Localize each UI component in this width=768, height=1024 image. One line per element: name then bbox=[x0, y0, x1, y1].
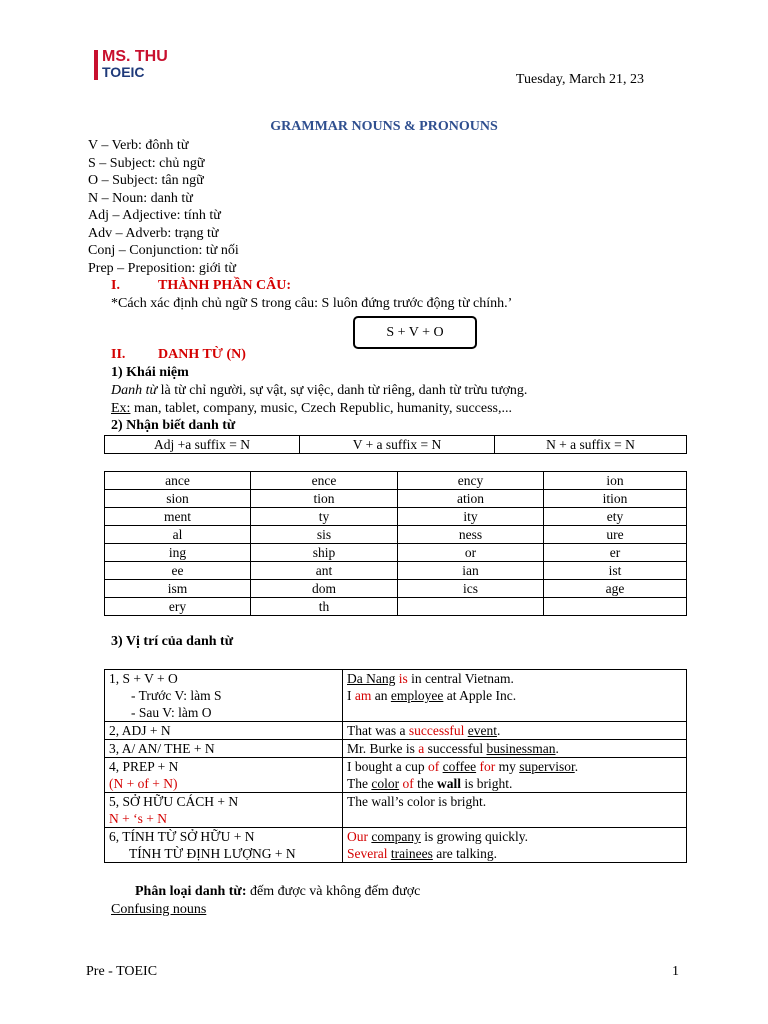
suffix-cell: ure bbox=[544, 526, 687, 544]
formula-box: S + V + O bbox=[353, 316, 477, 349]
suffix-rule-cell: Adj +a suffix = N bbox=[105, 436, 300, 454]
position-example-cell: The wall’s color is bright. bbox=[343, 793, 687, 828]
classification-label: Phân loại danh từ: bbox=[135, 884, 247, 899]
suffix-cell: al bbox=[105, 526, 251, 544]
date: Tuesday, March 21, 23 bbox=[515, 72, 644, 87]
suffix-cell: ee bbox=[105, 562, 251, 580]
position-example-cell bbox=[343, 758, 687, 793]
position-example-cell bbox=[343, 670, 687, 722]
suffix-rule-cell: N + a suffix = N bbox=[495, 436, 687, 454]
position-rule: 1, S + V + O bbox=[109, 671, 178, 686]
example-sentence: I am an employee at Apple Inc. bbox=[347, 688, 517, 703]
logo-line1: MS. THU bbox=[102, 48, 168, 65]
definition-term: Danh từ bbox=[111, 383, 158, 398]
suffix-cell: tion bbox=[251, 490, 398, 508]
classification-line bbox=[135, 884, 420, 900]
logo-bar bbox=[94, 50, 98, 80]
suffix-list-table bbox=[104, 471, 687, 616]
position-rule-cell: 4, PREP + N (N + of + N) bbox=[105, 758, 343, 793]
subheading-concept: 1) Khái niệm bbox=[111, 365, 189, 380]
suffix-cell: ance bbox=[105, 472, 251, 490]
suffix-cell: ment bbox=[105, 508, 251, 526]
footer-label: Pre - TOEIC bbox=[86, 964, 158, 979]
confusing-nouns-heading: Confusing nouns bbox=[111, 902, 207, 917]
suffix-cell: ship bbox=[251, 544, 398, 562]
example-line bbox=[111, 401, 512, 417]
suffix-cell: ery bbox=[105, 598, 251, 616]
section2-title: DANH TỪ (N) bbox=[158, 347, 246, 362]
suffix-cell: ion bbox=[544, 472, 687, 490]
section1-title: THÀNH PHẦN CÂU: bbox=[158, 278, 291, 293]
noun-position-table bbox=[104, 669, 687, 863]
suffix-cell: ist bbox=[544, 562, 687, 580]
position-example-cell bbox=[343, 828, 687, 863]
position-example-cell: Mr. Burke is a successful businessman. bbox=[343, 740, 687, 758]
suffix-cell: ism bbox=[105, 580, 251, 598]
suffix-cell: age bbox=[544, 580, 687, 598]
position-example-cell: That was a successful event. bbox=[343, 722, 687, 740]
page-title: GRAMMAR NOUNS & PRONOUNS bbox=[270, 119, 498, 134]
page-number: 1 bbox=[672, 964, 679, 979]
example-sentence: I bought a cup of coffee for my supervisor. bbox=[347, 759, 579, 774]
suffix-cell: or bbox=[398, 544, 544, 562]
example-sentence: Da Nang is in central Vietnam. bbox=[347, 671, 514, 686]
suffix-cell: ition bbox=[544, 490, 687, 508]
glossary-item: S – Subject: chủ ngữ bbox=[88, 156, 205, 171]
suffix-cell: ency bbox=[398, 472, 544, 490]
logo-line2: TOEIC bbox=[102, 64, 145, 80]
position-rule-cell: 5, SỞ HỮU CÁCH + N N + ‘s + N bbox=[105, 793, 343, 828]
example-text: man, tablet, company, music, Czech Republic, humanity, success,... bbox=[130, 401, 512, 416]
suffix-rule-cell: V + a suffix = N bbox=[300, 436, 495, 454]
glossary-item: Adv – Adverb: trạng từ bbox=[88, 226, 219, 241]
glossary-item: Adj – Adjective: tính từ bbox=[88, 208, 221, 223]
example-label: Ex: bbox=[111, 401, 131, 416]
definition bbox=[111, 383, 527, 399]
section2-number: II. bbox=[111, 347, 126, 362]
suffix-cell: ing bbox=[105, 544, 251, 562]
suffix-cell: sis bbox=[251, 526, 398, 544]
example-sentence: Our company is growing quickly. bbox=[347, 829, 528, 844]
section1-note: *Cách xác định chủ ngữ S trong câu: S luôn đứng trước động từ chính.’ bbox=[111, 296, 513, 311]
suffix-cell: ics bbox=[398, 580, 544, 598]
suffix-cell: ation bbox=[398, 490, 544, 508]
suffix-cell: ity bbox=[398, 508, 544, 526]
position-rule-cell: 6, TÍNH TỪ SỞ HỮU + N TÍNH TỪ ĐỊNH LƯỢNG + N bbox=[105, 828, 343, 863]
suffix-cell bbox=[398, 598, 544, 616]
glossary-item: N – Noun: danh từ bbox=[88, 191, 193, 206]
glossary-item: Conj – Conjunction: từ nối bbox=[88, 243, 239, 258]
section1-number: I. bbox=[111, 278, 120, 293]
position-rule-sub: - Sau V: làm O bbox=[131, 705, 212, 720]
example-sentence: The color of the wall is bright. bbox=[347, 776, 513, 791]
position-rule-sub: - Trước V: làm S bbox=[131, 688, 222, 703]
subheading-identify: 2) Nhận biết danh từ bbox=[111, 418, 236, 433]
suffix-cell: th bbox=[251, 598, 398, 616]
position-rule-cell: 2, ADJ + N bbox=[105, 722, 343, 740]
suffix-cell bbox=[544, 598, 687, 616]
suffix-cell: ence bbox=[251, 472, 398, 490]
suffix-cell: ness bbox=[398, 526, 544, 544]
glossary-item: V – Verb: đônh từ bbox=[88, 138, 189, 153]
suffix-rules-table bbox=[104, 435, 687, 454]
glossary-item: Prep – Preposition: giới từ bbox=[88, 261, 236, 276]
suffix-cell: sion bbox=[105, 490, 251, 508]
suffix-cell: er bbox=[544, 544, 687, 562]
suffix-cell: ant bbox=[251, 562, 398, 580]
glossary-item: O – Subject: tân ngữ bbox=[88, 173, 204, 188]
position-rule-cell bbox=[105, 670, 343, 722]
suffix-cell: ty bbox=[251, 508, 398, 526]
position-rule-cell: 3, A/ AN/ THE + N bbox=[105, 740, 343, 758]
example-sentence: Several trainees are talking. bbox=[347, 846, 497, 861]
suffix-cell: ety bbox=[544, 508, 687, 526]
classification-text: đếm được và không đếm được bbox=[246, 884, 421, 899]
suffix-cell: ian bbox=[398, 562, 544, 580]
subheading-position: 3) Vị trí của danh từ bbox=[111, 634, 234, 649]
suffix-cell: dom bbox=[251, 580, 398, 598]
definition-text: là từ chỉ người, sự vật, sự việc, danh từ riêng, danh từ trừu tượng. bbox=[157, 383, 528, 398]
